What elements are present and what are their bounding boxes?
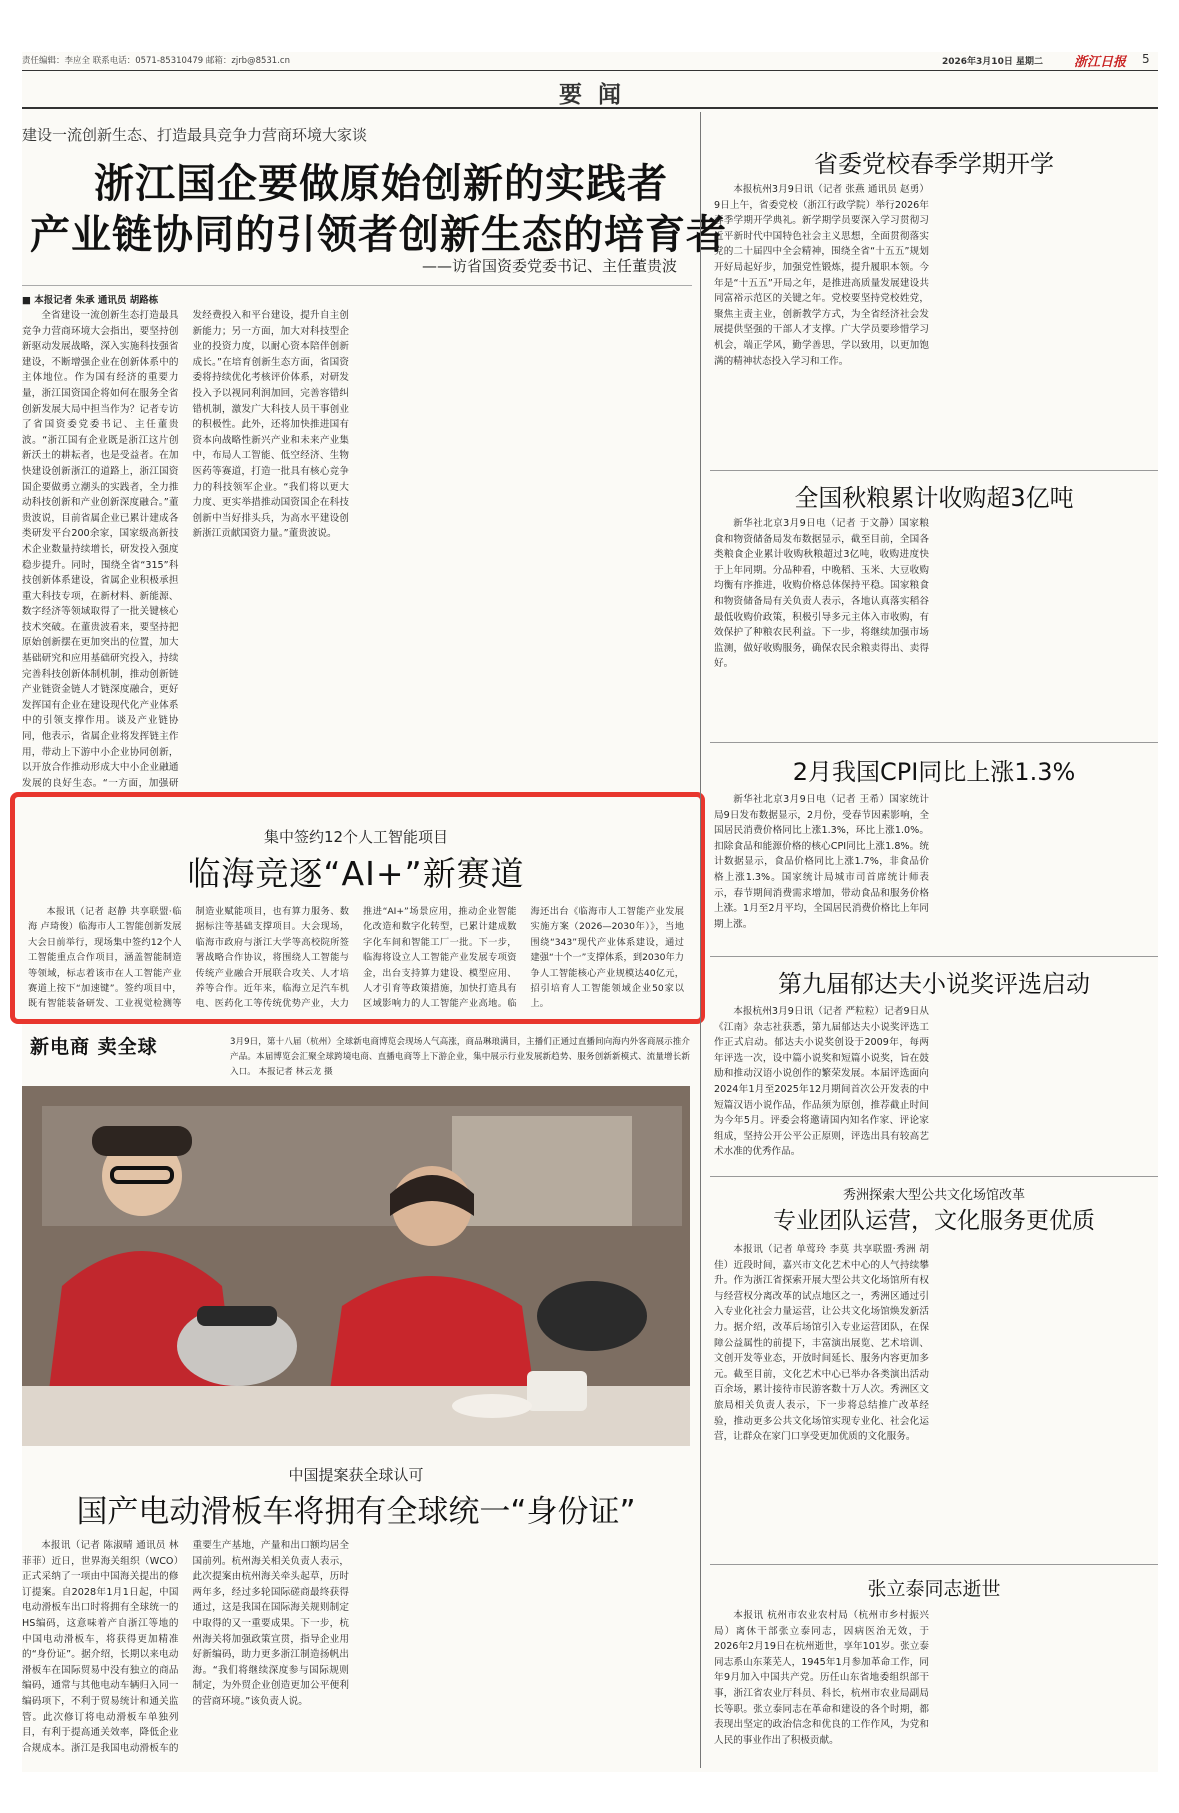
party-school-title: 省委党校春季学期开学 xyxy=(814,150,1054,178)
masthead-logo: 浙江日报 xyxy=(1074,55,1127,70)
party-school-body: 本报杭州3月9日讯（记者 张燕 通讯员 赵勇）9日上午，省委党校（浙江行政学院）举行2026年春季学期开学典礼。新学期学员要深入学习贯彻习近平新时代中国特色社会主义思想，全面贯彻落实党的二十届四中全会精神，围绕全省“十五五”规划开好局起好步，加强党性锻炼，提升履职本领。今年是“十五五”开局之年，是推进高质量发展建设共同富裕示范区的关键之年。党校要坚持党校姓党，聚焦主责主业，创新教学方式，为全省经济社会发展提供坚强的干部人才支撑。广大学员要珍惜学习机会，端正学风，勤学善思，学以致用，以更加饱满的精神状态投入学习和工作。 xyxy=(714,184,929,367)
grain-title: 全国秋粮累计收购超3亿吨 xyxy=(794,484,1074,512)
divider-cpi xyxy=(710,742,1158,743)
culture-title: 专业团队运营，文化服务更优质 xyxy=(773,1208,1095,1234)
masthead-editor-info: 责任编辑：李应全 联系电话：0571-85310479 邮箱：zjrb@8531.cn xyxy=(22,56,290,66)
photo-caption: 3月9日，第十八届（杭州）全球新电商博览会现场人气高涨，商品琳琅满目，主播们正通过直播间向海内外客商展示推介产品。本届博览会汇聚全球跨境电商、直播电商等上下游企业，集中展示行业发展新趋势、服务创新新模式、流量增长新入口。 本报记者 林云龙 摄 xyxy=(230,1037,690,1077)
newspaper-page xyxy=(22,52,1158,1772)
cpi-body: 新华社北京3月9日电（记者 王希）国家统计局9日发布数据显示，2月份，受春节因素影响，全国居民消费价格同比上涨1.3%，环比上涨1.0%。扣除食品和能源价格的核心CPI同比上涨1.8%。统计数据显示，食品价格同比上涨1.7%，非食品价格上涨1.3%。国家统计局城市司首席统计师表示，春节期间消费需求增加，带动食品和服务价格上涨。1月至2月平均，全国居民消费价格比上年同期上涨。 xyxy=(714,794,929,930)
yudafu-body: 本报杭州3月9日讯（记者 严粒粒）记者9日从《江南》杂志社获悉，第九届郁达夫小说奖评选工作正式启动。郁达夫小说奖创设于2009年，每两年评选一次，设中篇小说奖和短篇小说奖，旨在鼓励和推动汉语小说创作的繁荣发展。本届评选面向2024年1月至2025年12月期间首次公开发表的中短篇汉语小说作品，作品须为原创，推荐截止时间为今年5月。评委会将邀请国内知名作家、评论家组成，坚持公开公平公正原则，评选出具有较高艺术水准的优秀作品。 xyxy=(714,1006,929,1158)
lead-subtitle: ——访省国资委党委书记、主任董贵波 xyxy=(422,257,678,275)
lead-body: 全省建设一流创新生态打造最具竞争力营商环境大会指出，要坚持创新驱动发展战略，深入实施科技强省建设，不断增强企业在创新体系中的主体地位。作为国有经济的重要力量，浙江国资国企将如何在服务全省创新发展大局中担当作为？记者专访了省国资委党委书记、主任董贵波。“浙江国有企业既是浙江这片创新沃土的耕耘者，也是受益者。在加快建设创新浙江的道路上，浙江国资国企要做勇立潮头的实践者，全力推动科技创新和产业创新深度融合。”董贵波说，目前省属企业已累计建成各类研发平台200余家，国家级高新技术企业数量持续增长，研发投入强度稳步提升。同时，围绕全省“315”科技创新体系建设，省属企业积极承担重大科技专项，在新材料、新能源、数字经济等领域取得了一批关键核心技术突破。在董贵波看来，要坚持把原始创新摆在更加突出的位置，加大基础研究和应用基础研究投入，持续完善科技创新体制机制，推动创新链产业链资金链人才链深度融合，更好发挥国有企业在建设现代化产业体系中的引领支撑作用。谈及产业链协同，他表示，省属企业将发挥链主作用，带动上下游中小企业协同创新，以开放合作推动形成大中小企业融通发展的良好生态。“一方面，加强研发经费投入和平台建设，提升自主创新能力；另一方面，加大对科技型企业的投资力度，以耐心资本陪伴创新成长。”在培育创新生态方面，省国资委将持续优化考核评价体系，对研发投入予以视同利润加回，完善容错纠错机制，激发广大科技人员干事创业的积极性。此外，还将加快推进国有资本向战略性新兴产业和未来产业集中，布局人工智能、低空经济、生物医药等赛道，打造一批具有核心竞争力的科技领军企业。“我们将以更大力度、更实举措推动国资国企在科技创新中当好排头兵，为高水平建设创新浙江贡献国资力量。”董贵波说。 xyxy=(22,310,349,789)
ai-story-kicker: 集中签约12个人工智能项目 xyxy=(263,828,449,846)
scooter-title: 国产电动滑板车将拥有全球统一“身份证” xyxy=(76,1494,636,1530)
cpi-title: 2月我国CPI同比上涨1.3% xyxy=(792,758,1076,786)
scooter-kicker: 中国提案获全球认可 xyxy=(288,1466,424,1484)
divider-grain xyxy=(710,470,1158,471)
divider-obit xyxy=(710,1564,1158,1565)
photo-title: 新电商 卖全球 xyxy=(30,1036,158,1058)
news-photo xyxy=(22,1086,690,1446)
divider-culture xyxy=(710,1176,1158,1177)
ai-story-body: 本报讯（记者 赵静 共享联盟·临海 卢琦俊）临海市人工智能创新发展大会日前举行，现场集中签约12个人工智能重点合作项目，涵盖智能制造等领域，标志着该市在人工智能产业赛道上按下“加速键”。签约项目中，既有智能装备研发、工业视觉检测等制造业赋能项目，也有算力服务、数据标注等基础支撑项目。大会现场，临海市政府与浙江大学等高校院所签署战略合作协议，将围绕人工智能与传统产业融合开展联合攻关、人才培养等合作。近年来，临海立足汽车机电、医药化工等传统优势产业，大力推进“AI+”场景应用，推动企业智能化改造和数字化转型，已累计建成数字化车间和智能工厂一批。下一步，临海将设立人工智能产业发展专项资金，出台支持算力建设、模型应用、人才引育等政策措施，加快打造具有区域影响力的人工智能产业高地。临海还出台《临海市人工智能产业发展实施方案（2026—2030年）》，当地围绕“343”现代产业体系建设，通过建强“十个一”支撑体系，到2030年力争人工智能核心产业规模达40亿元，招引培育人工智能领域企业50家以上。 xyxy=(28,906,684,1010)
lead-title-line1: 浙江国企要做原始创新的实践者 xyxy=(94,160,668,207)
scooter-body: 本报讯（记者 陈淑晴 通讯员 林菲菲）近日，世界海关组织（WCO）正式采纳了一项由中国海关提出的修订提案。自2028年1月1日起，中国电动滑板车出口时将拥有全球统一的HS编码，这意味着产自浙江等地的中国电动滑板车，将获得更加精准的“身份证”。据介绍，长期以来电动滑板车在国际贸易中没有独立的商品编码，通常与其他电动车辆归入同一编码项下，不利于贸易统计和通关监管。此次修订将电动滑板车单独列目，有利于提高通关效率，降低企业合规成本。浙江是我国电动滑板车的重要生产基地，产量和出口额均居全国前列。杭州海关相关负责人表示，此次提案由杭州海关牵头起草，历时两年多，经过多轮国际磋商最终获得通过，这是我国在国际海关规则制定中取得的又一重要成果。下一步，杭州海关将加强政策宣贯，指导企业用好新编码，助力更多浙江制造扬帆出海。“我们将继续深度参与国际规则制定，为外贸企业创造更加公平便利的营商环境。”该负责人说。 xyxy=(22,1540,349,1754)
section-rule xyxy=(22,107,1158,109)
lead-kicker: 建设一流创新生态、打造最具竞争力营商环境大家谈 xyxy=(22,126,368,144)
page-number: 5 xyxy=(1142,52,1150,66)
yudafu-title: 第九届郁达夫小说奖评选启动 xyxy=(778,970,1090,998)
divider-yudafu xyxy=(710,956,1158,957)
masthead-date: 2026年3月10日 星期二 xyxy=(942,57,1043,67)
photo-illustration xyxy=(22,1086,690,1446)
ai-story-title: 临海竞逐“AI+”新赛道 xyxy=(187,854,525,893)
grain-body: 新华社北京3月9日电（记者 于文静）国家粮食和物资储备局发布数据显示，截至目前，全国各类粮食企业累计收购秋粮超过3亿吨，收购进度快于上年同期。分品种看，中晚稻、玉米、大豆收购均衡有序推进，收购价格总体保持平稳。国家粮食和物资储备局有关负责人表示，各地认真落实稻谷最低收购价政策，积极引导多元主体入市收购，有效保护了种粮农民利益。下一步，将继续加强市场监测，做好收购服务，确保农民余粮卖得出、卖得好。 xyxy=(714,518,929,670)
obit-title: 张立泰同志逝世 xyxy=(867,1578,1001,1600)
culture-kicker: 秀洲探索大型公共文化场馆改革 xyxy=(842,1188,1025,1203)
lead-title-line2: 产业链协同的引领者创新生态的培育者 xyxy=(30,211,727,258)
lead-byline: ■ 本报记者 朱承 通讯员 胡路栋 xyxy=(22,295,159,306)
lead-head-rule xyxy=(22,285,692,286)
obit-body: 本报讯 杭州市农业农村局（杭州市乡村振兴局）离休干部张立泰同志，因病医治无效，于2026年2月19日在杭州逝世，享年101岁。张立泰同志系山东莱芜人，1945年1月参加革命工作，同年9月加入中国共产党。历任山东省地委组织部干事，浙江省农业厅科员、科长，杭州市农业局副局长等职。张立泰同志在革命和建设的各个时期，都表现出坚定的政治信念和优良的工作作风，为党和人民的事业作出了积极贡献。 xyxy=(714,1610,929,1746)
column-divider xyxy=(700,112,701,1768)
section-title: 要 闻 xyxy=(558,81,625,108)
culture-body: 本报讯（记者 单莺玲 李莫 共享联盟·秀洲 胡佳）近段时间，嘉兴市文化艺术中心的人气持续攀升。作为浙江省探索开展大型公共文化场馆所有权与经营权分离改革的试点地区之一，秀洲区通过引入专业化社会力量运营，让公共文化场馆焕发新活力。据介绍，改革后场馆引入专业运营团队，在保障公益属性的前提下，丰富演出展览、艺术培训、文创开发等业态，开放时间延长、服务内容更加多元。截至目前，文化艺术中心已举办各类演出活动百余场，累计接待市民游客数十万人次。秀洲区文旅局相关负责人表示，下一步将总结推广改革经验，推动更多公共文化场馆实现专业化、社会化运营，让群众在家门口享受更加优质的文化服务。 xyxy=(714,1244,929,1443)
masthead-rule xyxy=(22,70,1158,71)
